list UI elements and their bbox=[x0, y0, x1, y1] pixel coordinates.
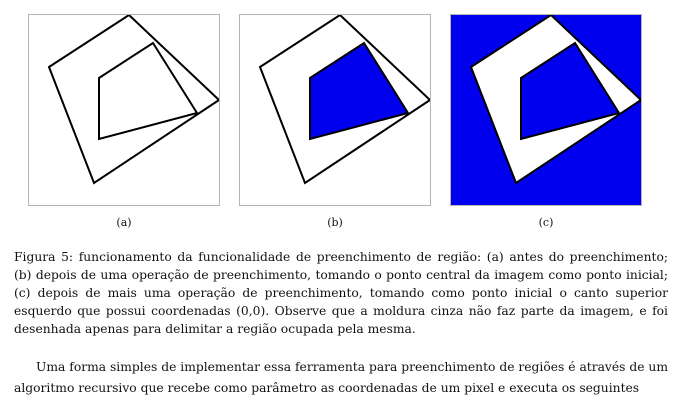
panel-c-drawing bbox=[451, 15, 641, 205]
subfigure-label-b: (b) bbox=[327, 216, 343, 229]
panel-a-drawing bbox=[29, 15, 219, 205]
outer-quadrilateral bbox=[49, 15, 219, 183]
figure-panel-a bbox=[28, 14, 220, 206]
body-paragraph-text: Uma forma simples de implementar essa ferramenta para preenchimento de regiões é através de um algoritmo recursivo que recebe como parâmetro as coordenadas de um pixel e executa os seguintes bbox=[14, 360, 669, 395]
subfigure-label-a: (a) bbox=[116, 216, 132, 229]
figure-caption bbox=[14, 248, 668, 338]
figure-panel-c bbox=[450, 14, 642, 206]
figure-panel-b bbox=[239, 14, 431, 206]
figure-caption-text: Figura 5: funcionamento da funcionalidade de preenchimento de região: (a) antes do preenchimento; (b) depois de uma operação de preenchimento, tomando o ponto central da imagem como ponto inicial; (c) depois de mais uma operação de preenchimento, tomando como ponto inicial o canto superior esquerdo que possui coordenadas (0,0). Observe que a moldura cinza não faz parte da imagem, e foi desenhada apenas para delimitar a região ocupada pela mesma. bbox=[14, 250, 668, 336]
panel-b-drawing bbox=[240, 15, 430, 205]
body-paragraph bbox=[14, 357, 668, 399]
subfigure-label-c: (c) bbox=[538, 216, 554, 229]
